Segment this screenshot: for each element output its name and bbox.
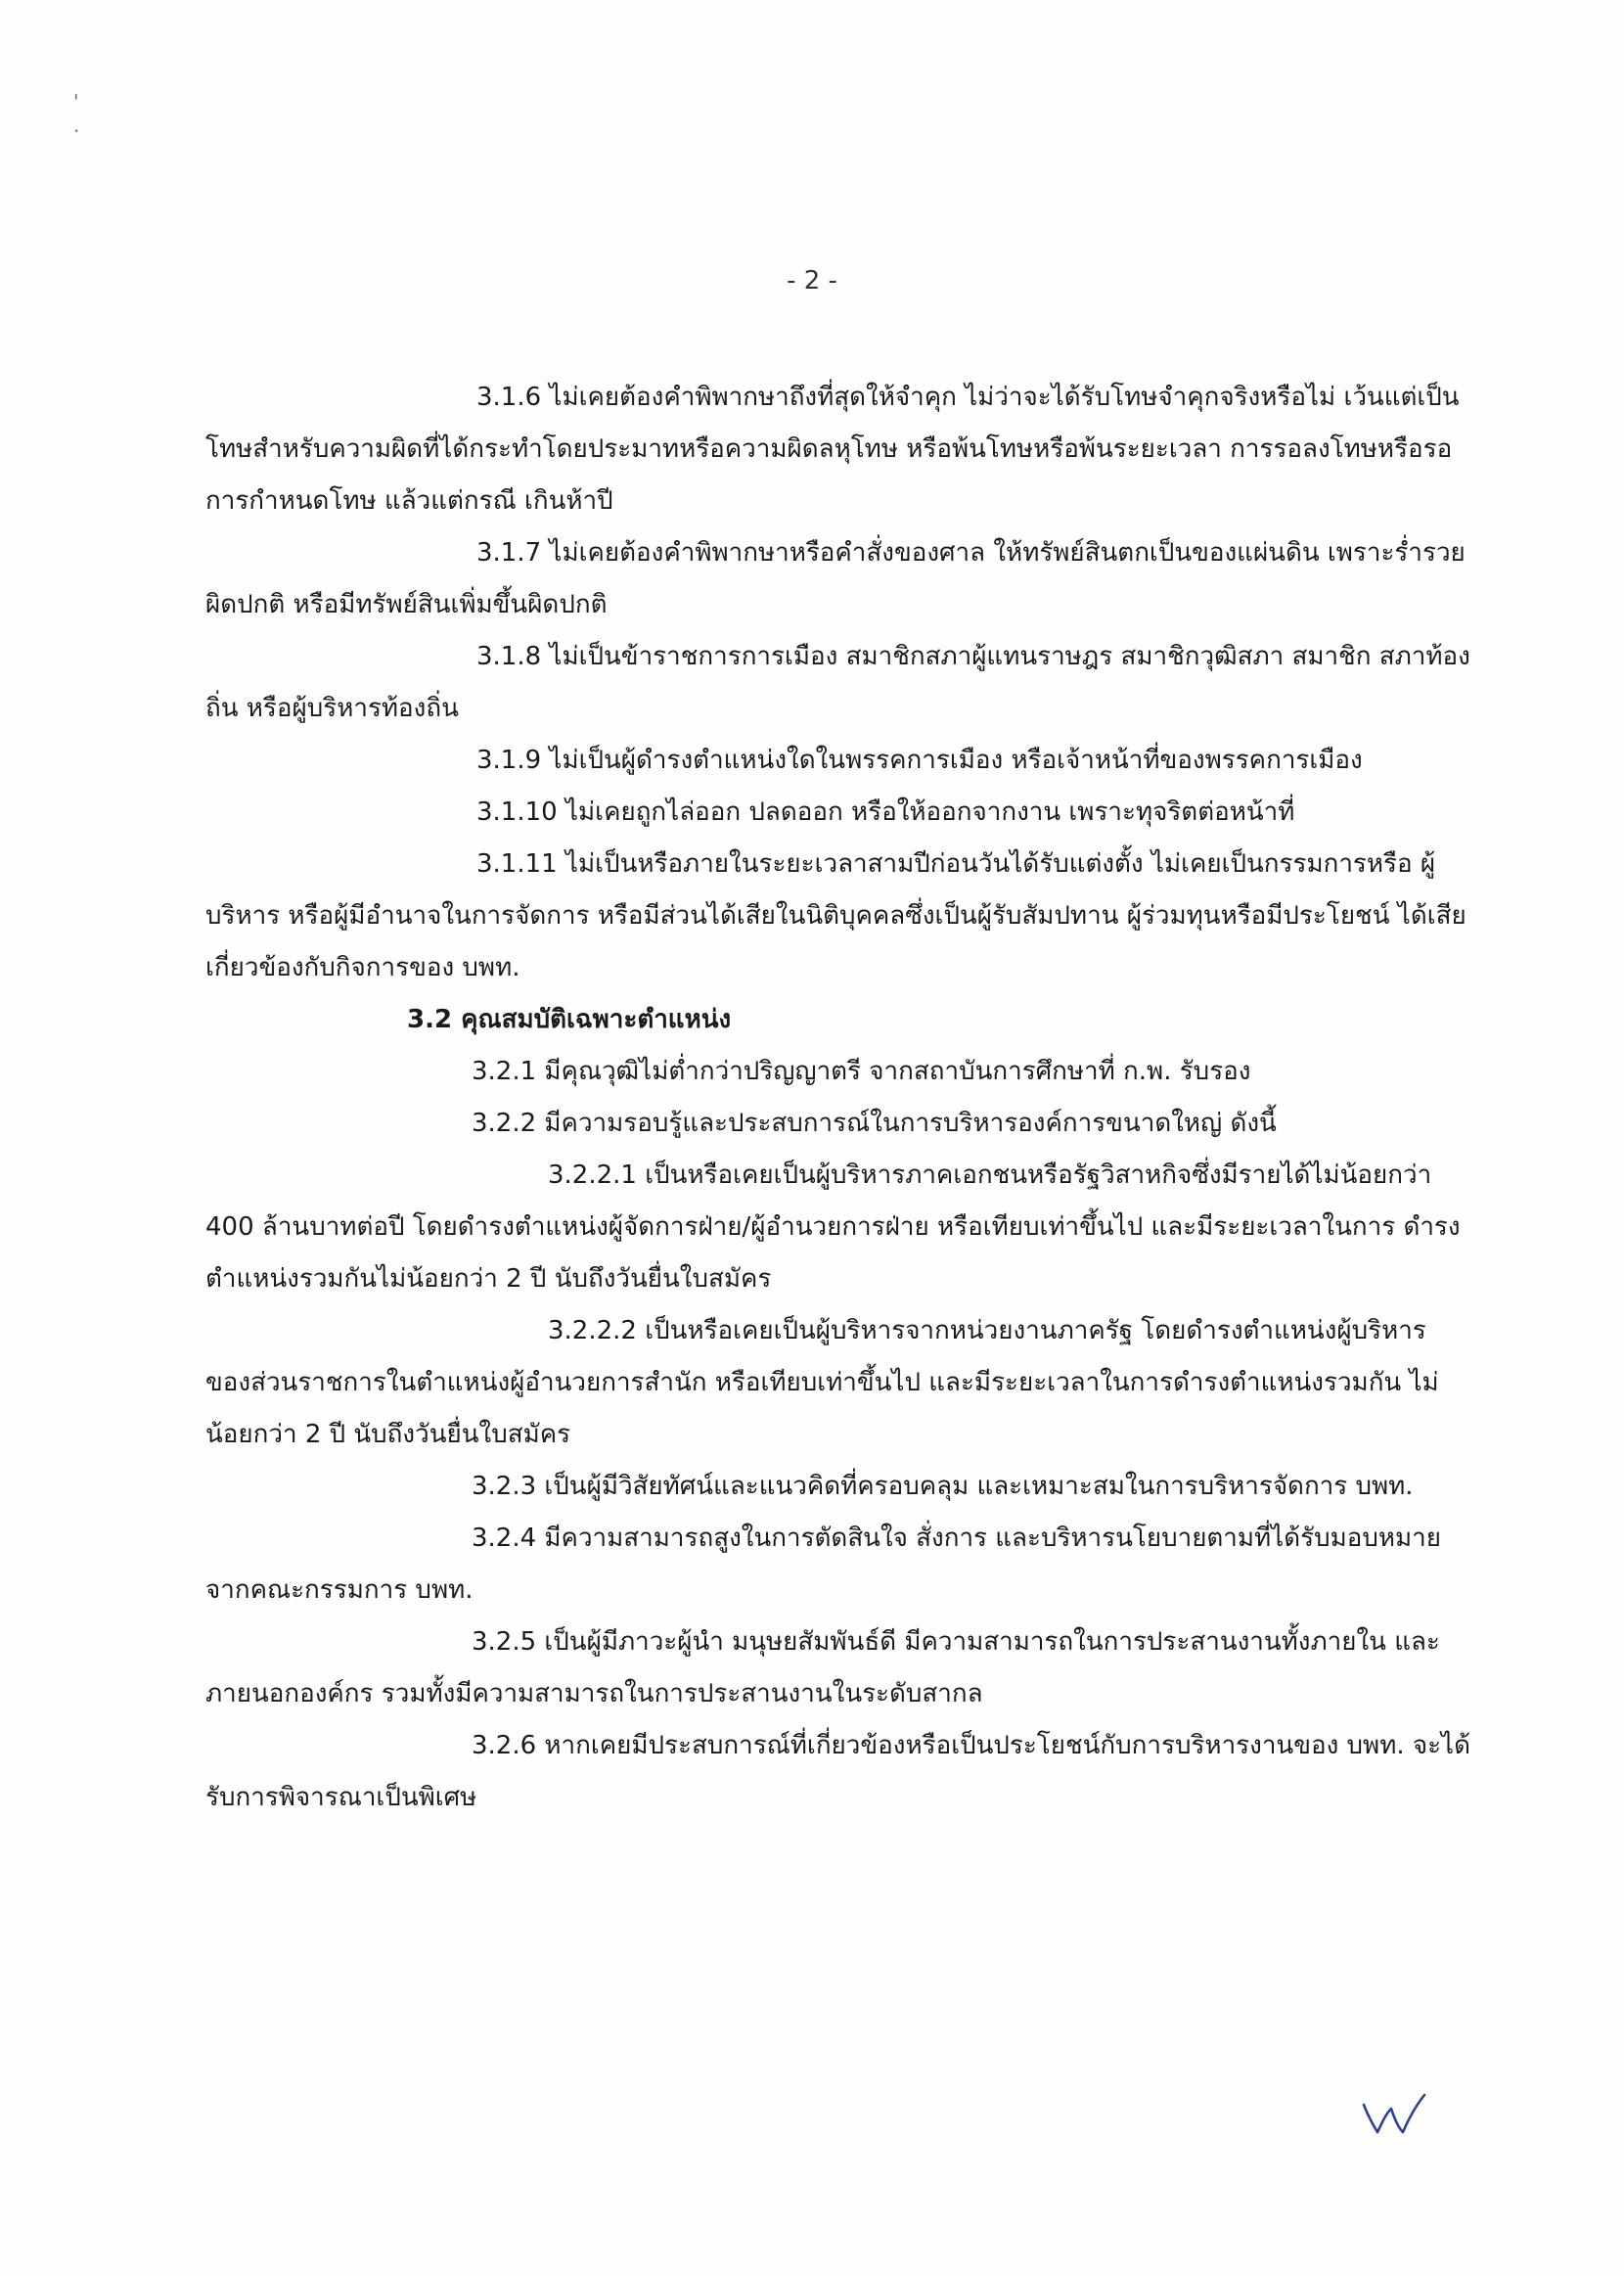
clause-3-1-8: 3.1.8 ไม่เป็นข้าราชการการเมือง สมาชิกสภาผู้แทนราษฎร สมาชิกวุฒิสภา สมาชิก สภาท้องถิ่น หรือผู้บริหารท้องถิ่น	[205, 642, 1470, 723]
clause-3-2-6: 3.2.6 หากเคยมีประสบการณ์ที่เกี่ยวข้องหรือเป็นประโยชน์กับการบริหารงานของ บพท. จะได้รับการพิจารณาเป็นพิเศษ	[205, 1731, 1471, 1812]
clause-3-2-5: 3.2.5 เป็นผู้มีภาวะผู้นำ มนุษยสัมพันธ์ดี มีความสามารถในการประสานงานทั้งภายใน และภายนอกองค์กร รวมทั้งมีความสามารถในการประสานงานในระดับสากล	[205, 1627, 1440, 1708]
clause-3-1-7: 3.1.7 ไม่เคยต้องคำพิพากษาหรือคำสั่งของศาล ให้ทรัพย์สินตกเป็นของแผ่นดิน เพราะร่ำรวยผิดปกติ หรือมีทรัพย์สินเพิ่มขึ้นผิดปกติ	[205, 538, 1466, 619]
clause-3-2-2-1: 3.2.2.1 เป็นหรือเคยเป็นผู้บริหารภาคเอกชนหรือรัฐวิสาหกิจซึ่งมีรายได้ไม่น้อยกว่า 400 ล้านบาทต่อปี โดยดำรงตำแหน่งผู้จัดการฝ่าย/ผู้อำนวยการฝ่าย หรือเทียบเท่าขึ้นไป และมีระยะเวลาในการ ดำรงตำแหน่งรวมกันไม่น้อยกว่า 2 ปี นับถึงวันยื่นใบสมัคร	[205, 1161, 1461, 1294]
section-heading-3-2: 3.2 คุณสมบัติเฉพาะตำแหน่ง	[407, 1005, 732, 1034]
scan-specks: ' .	[73, 90, 149, 137]
clause-3-2-2: 3.2.2 มีความรอบรู้และประสบการณ์ในการบริหารองค์การขนาดใหญ่ ดังนี้	[472, 1109, 1277, 1138]
clause-3-2-3: 3.2.3 เป็นผู้มีวิสัยทัศน์และแนวคิดที่ครอบคลุม และเหมาะสมในการบริหารจัดการ บพท.	[472, 1472, 1414, 1501]
clause-3-2-2-2: 3.2.2.2 เป็นหรือเคยเป็นผู้บริหารจากหน่วยงานภาครัฐ โดยดำรงตำแหน่งผู้บริหาร ของส่วนราชการในตำแหน่งผู้อำนวยการสำนัก หรือเทียบเท่าขึ้นไป และมีระยะเวลาในการดำรงตำแหน่งรวมกัน ไม่น้อยกว่า 2 ปี นับถึงวันยื่นใบสมัคร	[205, 1316, 1439, 1449]
clause-3-2-1: 3.2.1 มีคุณวุฒิไม่ต่ำกว่าปริญญาตรี จากสถาบันการศึกษาที่ ก.พ. รับรอง	[472, 1057, 1251, 1086]
document-body	[205, 372, 1477, 1824]
clause-3-1-9: 3.1.9 ไม่เป็นผู้ดำรงตำแหน่งใดในพรรคการเมือง หรือเจ้าหน้าที่ของพรรคการเมือง	[476, 746, 1363, 775]
clause-3-2-4: 3.2.4 มีความสามารถสูงในการตัดสินใจ สั่งการ และบริหารนโยบายตามที่ได้รับมอบหมาย จากคณะกรรมการ บพท.	[205, 1524, 1441, 1605]
clause-3-1-11: 3.1.11 ไม่เป็นหรือภายในระยะเวลาสามปีก่อนวันได้รับแต่งตั้ง ไม่เคยเป็นกรรมการหรือ ผู้บริหาร หรือผู้มีอำนาจในการจัดการ หรือมีส่วนได้เสียในนิติบุคคลซึ่งเป็นผู้รับสัมปทาน ผู้ร่วมทุนหรือมีประโยชน์ ได้เสียเกี่ยวข้องกับกิจการของ บพท.	[205, 849, 1466, 982]
page-number: - 2 -	[787, 266, 837, 296]
initials-signature	[1360, 2089, 1428, 2138]
clause-3-1-6: 3.1.6 ไม่เคยต้องคำพิพากษาถึงที่สุดให้จำคุก ไม่ว่าจะได้รับโทษจำคุกจริงหรือไม่ เว้นแต่เป็นโทษสำหรับความผิดที่ได้กระทำโดยประมาทหรือความผิดลหุโทษ หรือพ้นโทษหรือพ้นระยะเวลา การรอลงโทษหรือรอการกำหนดโทษ แล้วแต่กรณี เกินห้าปี	[205, 383, 1460, 516]
clause-3-1-10: 3.1.10 ไม่เคยถูกไล่ออก ปลดออก หรือให้ออกจากงาน เพราะทุจริตต่อหน้าที่	[476, 797, 1295, 827]
